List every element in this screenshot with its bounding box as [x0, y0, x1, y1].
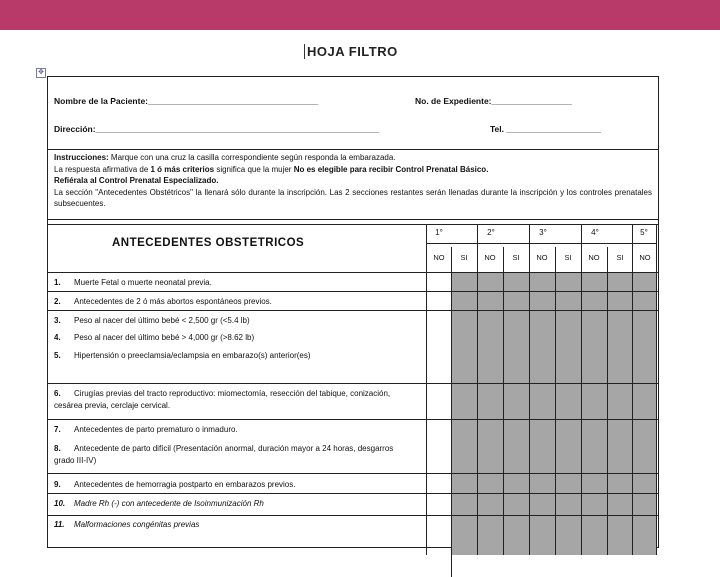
grid-line [451, 247, 452, 577]
patient-name-field[interactable]: Nombre de la Paciente:____________________________________ [54, 96, 319, 106]
grid-line [477, 225, 478, 555]
no-label-4: NO [588, 253, 600, 262]
instructions-line-3: Refiérala al Control Prenatal Especializado. [54, 176, 219, 185]
instructions-line-2a: La respuesta afirmativa de [54, 164, 151, 174]
no-label-5: NO [639, 253, 651, 262]
table-move-handle-icon[interactable]: ✥ [36, 68, 46, 78]
grid-line [426, 243, 657, 244]
no-label-3: NO [536, 253, 548, 262]
section-title: ANTECEDENTES OBSTETRICOS [112, 237, 305, 249]
history-row-2: 2. Antecedentes de 2 ó más abortos espontáneos previos. [54, 297, 272, 306]
grid-line [48, 383, 658, 384]
visit-label-4: 4° [591, 228, 599, 237]
grid-line [529, 225, 530, 555]
grid-line [48, 493, 658, 494]
grid-line [607, 247, 608, 555]
grid-line [503, 247, 504, 555]
obstetric-history-table [48, 224, 658, 555]
visit-label-2: 2° [487, 228, 495, 237]
grid-line [581, 225, 582, 555]
grid-line [48, 272, 658, 273]
grid-line [48, 473, 658, 474]
no-label-1: NO [433, 253, 445, 262]
record-number-field[interactable]: No. de Expediente:_________________ [415, 96, 572, 106]
no-label-2: NO [484, 253, 496, 262]
history-row-9: 9. Antecedentes de hemorragia postparto en embarazos previos. [54, 480, 296, 489]
visit-label-3: 3° [539, 228, 547, 237]
instructions-line-1: Marque con una cruz la casilla correspondiente según responda la embarazada. [108, 153, 396, 162]
form-frame [47, 76, 659, 548]
grid-line [555, 247, 556, 555]
visit-label-1: 1° [435, 228, 443, 237]
history-row-1: 1. Muerte Fetal o muerte neonatal previa. [54, 278, 212, 287]
instructions-line-2d: No es elegible para recibir Control Prenatal Básico. [293, 164, 489, 174]
history-row-5: 5. Hipertensión o preeclamsia/eclampsia en embarazo(s) anterior(es) [54, 351, 311, 360]
address-field[interactable]: Dirección:____________________________________________________________ [54, 124, 380, 134]
si-label-3: SI [564, 253, 572, 262]
grid-line [632, 225, 633, 555]
patient-info-box [48, 77, 658, 150]
si-label-1: SI [460, 253, 468, 262]
si-label-4: SI [616, 253, 624, 262]
document-title: HOJA FILTRO [304, 44, 398, 59]
instructions-line-2c: significa que la mujer [214, 164, 294, 174]
visit-label-5: 5° [640, 228, 648, 237]
grid-line [48, 310, 658, 311]
grid-line [426, 225, 427, 555]
history-row-7: 7. Antecedentes de parto prematuro o inmaduro. [54, 425, 238, 434]
instructions-line-2b: 1 ó más criterios [150, 164, 215, 174]
history-row-3: 3. Peso al nacer del último bebé < 2,500 gr (<5.4 lb) [54, 316, 250, 325]
grid-line [656, 225, 657, 555]
instructions-label: Instrucciones: [54, 153, 109, 162]
instructions-block [48, 150, 658, 220]
instructions-line-4: La sección "Antecedentes Obstétricos" la llenará sólo durante la inscripción. Las 2 secciones restantes serán llenadas durante la inscripción y los controles prenatales subsecuentes. [54, 187, 652, 208]
grid-line [48, 419, 658, 420]
history-row-6: 6. Cirugías previas del tracto reproductivo: miomectomía, resección del tabique, conización, cesárea previa, cerclaje cervical. [54, 389, 391, 410]
history-row-11: 11. Malformaciones congénitas previas [54, 520, 200, 529]
history-row-10: 10. Madre Rh (-) con antecedente de Isoinmunización Rh [54, 499, 264, 508]
shaded-cells [451, 272, 656, 555]
grid-line [48, 291, 658, 292]
phone-field[interactable]: Tel. ____________________ [490, 124, 601, 134]
si-label-2: SI [512, 253, 520, 262]
grid-line [48, 515, 658, 516]
history-row-4: 4. Peso al nacer del último bebé > 4,000 gr (>8.62 lb) [54, 333, 255, 342]
history-row-8: 8. Antecedente de parto difícil (Presentación anormal, duración mayor a 24 horas, desgarros grado III-IV) [54, 444, 394, 465]
presentation-top-bar [0, 0, 720, 30]
